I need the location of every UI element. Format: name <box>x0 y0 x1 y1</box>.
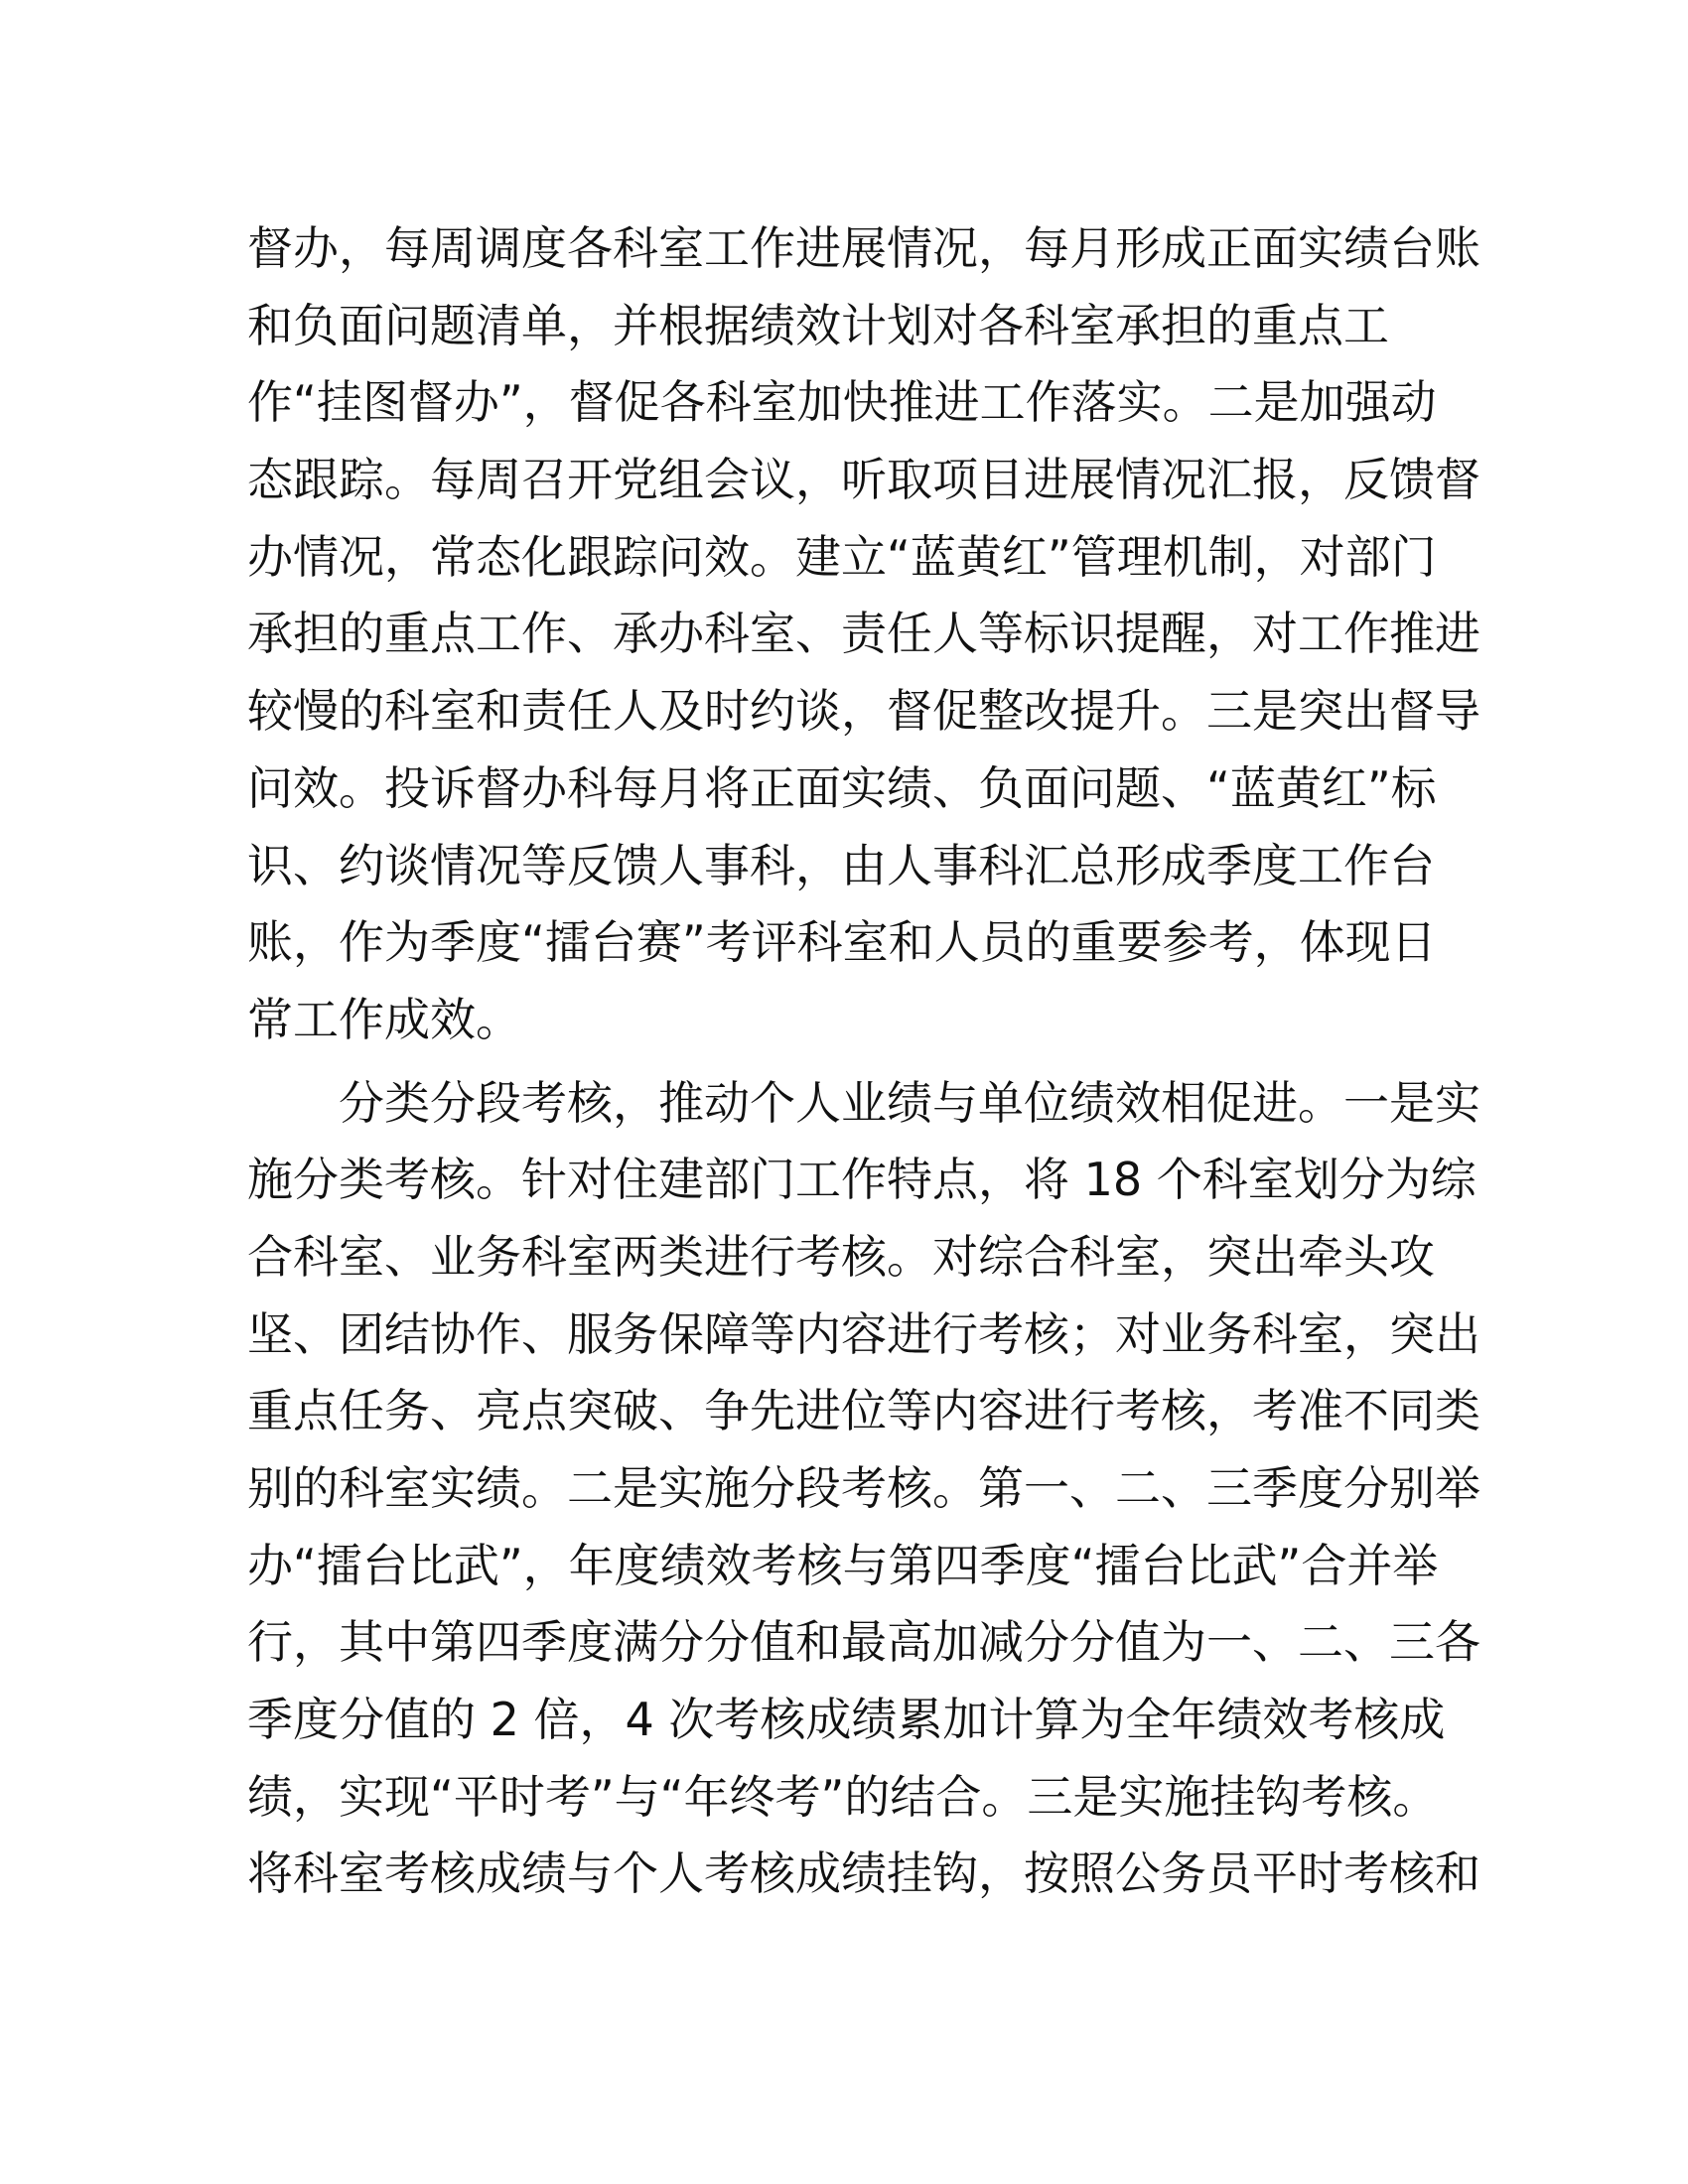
text-line: 坚、团结协作、服务保障等内容进行考核；对业务科室，突出 <box>247 1306 1480 1361</box>
text-line: 办情况，常态化跟踪问效。建立“蓝黄红”管理机制，对部门 <box>247 529 1437 584</box>
document-body <box>247 210 1480 1913</box>
text-line: 承担的重点工作、承办科室、责任人等标识提醒，对工作推进 <box>247 607 1480 661</box>
text-line: 季度分值的 2 倍，4 次考核成绩累加计算为全年绩效考核成 <box>247 1693 1446 1747</box>
text-line: 绩，实现“平时考”与“年终考”的结合。三是实施挂钩考核。 <box>247 1769 1439 1824</box>
text-line: 分类分段考核，推动个人业绩与单位绩效相促进。一是实 <box>247 1075 1480 1130</box>
text-line: 办“擂台比武”，年度绩效考核与第四季度“擂台比武”合并举 <box>247 1538 1439 1592</box>
text-line: 账，作为季度“擂台赛”考评科室和人员的重要参考，体现日 <box>247 915 1437 970</box>
text-line: 施分类考核。针对住建部门工作特点，将 18 个科室划分为综 <box>247 1153 1477 1207</box>
text-line: 作“挂图督办”，督促各科室加快推进工作落实。二是加强动 <box>247 375 1437 430</box>
text-line: 和负面问题清单，并根据绩效计划对各科室承担的重点工 <box>247 298 1389 352</box>
text-line: 常工作成效。 <box>247 992 521 1046</box>
paragraph <box>247 1065 1480 1914</box>
text-line: 态跟踪。每周召开党组会议，听取项目进展情况汇报，反馈督 <box>247 453 1480 507</box>
text-line: 行，其中第四季度满分分值和最高加减分分值为一、二、三各 <box>247 1615 1480 1670</box>
paragraph <box>247 210 1480 1059</box>
text-line: 较慢的科室和责任人及时约谈，督促整改提升。三是突出督导 <box>247 684 1480 739</box>
text-line: 将科室考核成绩与个人考核成绩挂钩，按照公务员平时考核和 <box>247 1846 1480 1901</box>
text-line: 识、约谈情况等反馈人事科，由人事科汇总形成季度工作台 <box>247 838 1435 892</box>
text-line: 合科室、业务科室两类进行考核。对综合科室，突出牵头攻 <box>247 1229 1435 1284</box>
text-line: 别的科室实绩。二是实施分段考核。第一、二、三季度分别举 <box>247 1461 1480 1515</box>
text-line: 重点任务、亮点突破、争先进位等内容进行考核，考准不同类 <box>247 1384 1480 1438</box>
text-line: 问效。投诉督办科每月将正面实绩、负面问题、“蓝黄红”标 <box>247 760 1437 815</box>
text-line: 督办，每周调度各科室工作进展情况，每月形成正面实绩台账 <box>247 221 1480 275</box>
